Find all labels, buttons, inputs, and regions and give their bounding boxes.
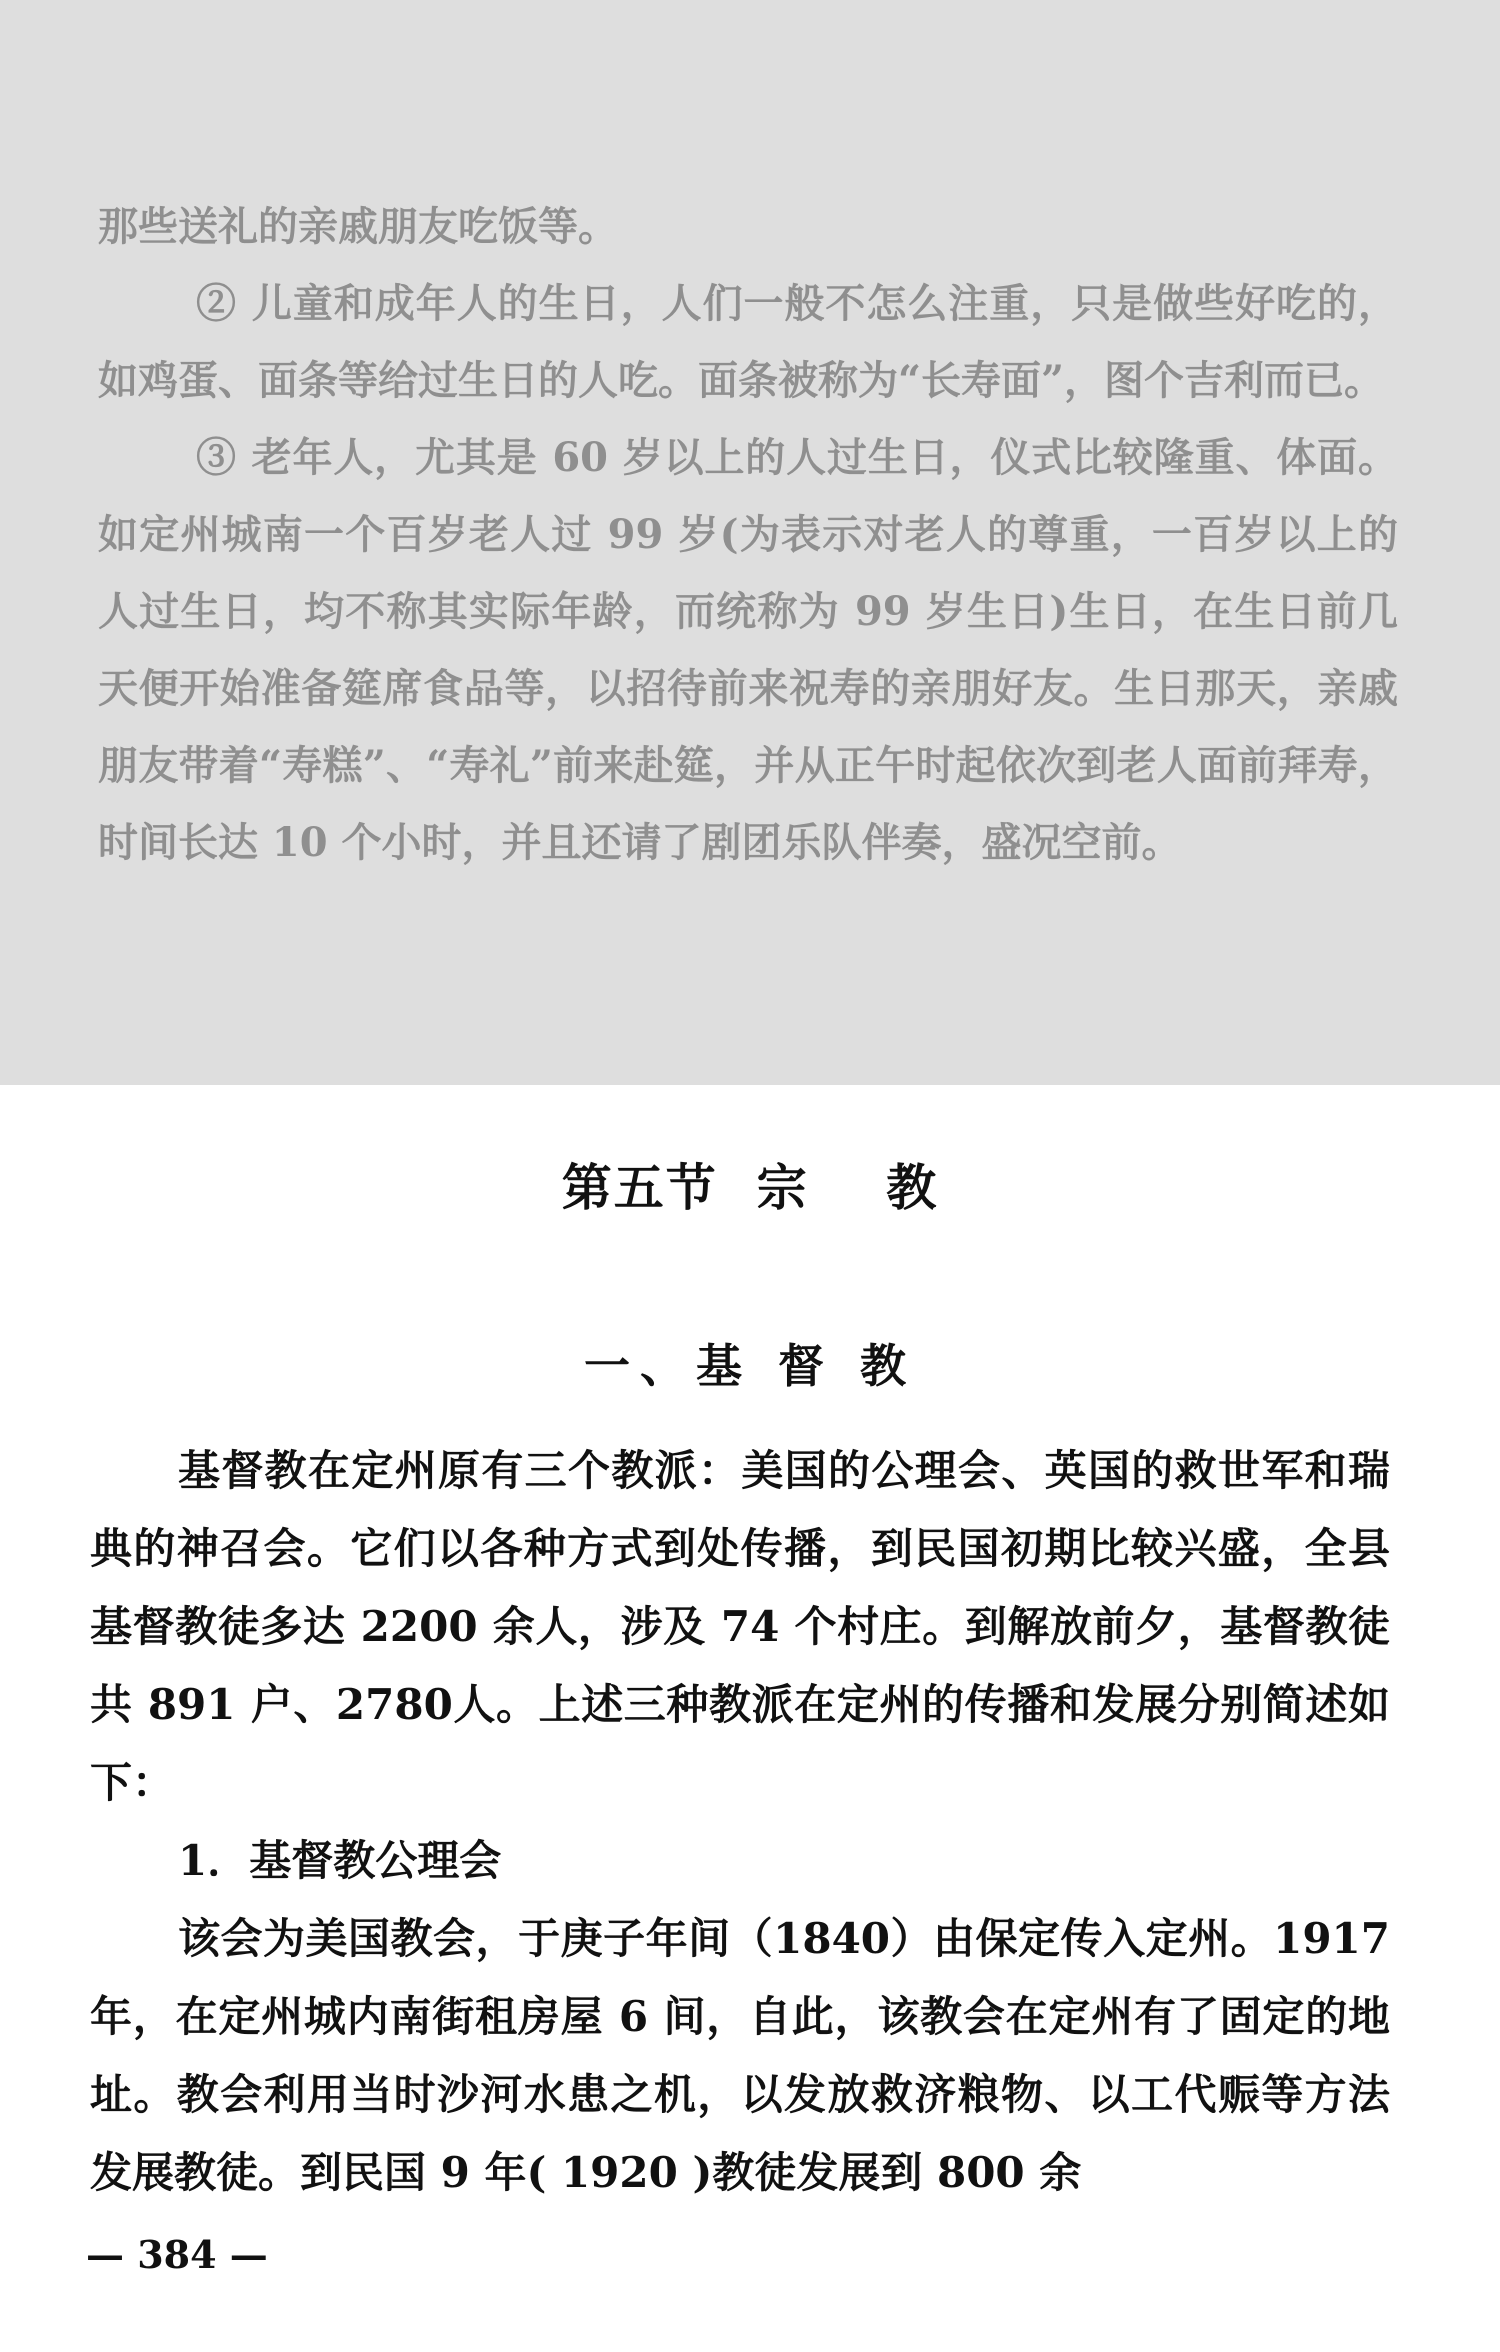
paragraph: ③ 老年人，尤其是 60 岁以上的人过生日，仪式比较隆重、体面。如定州城南一个百岁老人过 99 岁(为表示对老人的尊重，一百岁以上的人过生日，均不称其实际年龄，而统称为 99 岁生日)生日，在生日前几天便开始准备筵席食品等，以招待前来祝寿的亲朋好友。生日那天，亲戚朋友带着“寿糕”、“寿礼”前来赴筵，并从正午时起依次到老人面前拜寿，时间长达 10 个小时，并且还请了剧团乐队伴奏，盛况空前。 [98,434,1398,866]
subheading: 1．基督教公理会 [178,1836,502,1885]
page-number: — 384 — [86,2232,268,2277]
paragraph: 基督教在定州原有三个教派：美国的公理会、英国的救世军和瑞典的神召会。它们以各种方式到处传播，到民国初期比较兴盛，全县基督教徒多达 2200 余人，涉及 74 个村庄。到解放前夕，基督教徒共 891 户、2780人。上述三种教派在定州的传播和发展分别简述如下： [90,1446,1390,1807]
section-title: 第五节 宗 教 [561,1158,939,1217]
paragraph: ② 儿童和成年人的生日，人们一般不怎么注重，只是做些好吃的，如鸡蛋、面条等给过生日的人吃。面条被称为“长寿面”，图个吉利而已。 [98,280,1398,404]
subsection-title: 一、基 督 教 [583,1339,917,1393]
previous-section-text [98,188,1398,881]
paragraph: 那些送礼的亲戚朋友吃饭等。 [98,203,618,250]
section-body [90,1432,1390,2212]
paragraph: 该会为美国教会，于庚子年间（1840）由保定传入定州。1917年，在定州城内南街租房屋 6 间，自此，该教会在定州有了固定的地址。教会利用当时沙河水患之机，以发放救济粮物、以工代赈等方法发展教徒。到民国 9 年( 1920 )教徒发展到 800 余 [90,1914,1390,2197]
